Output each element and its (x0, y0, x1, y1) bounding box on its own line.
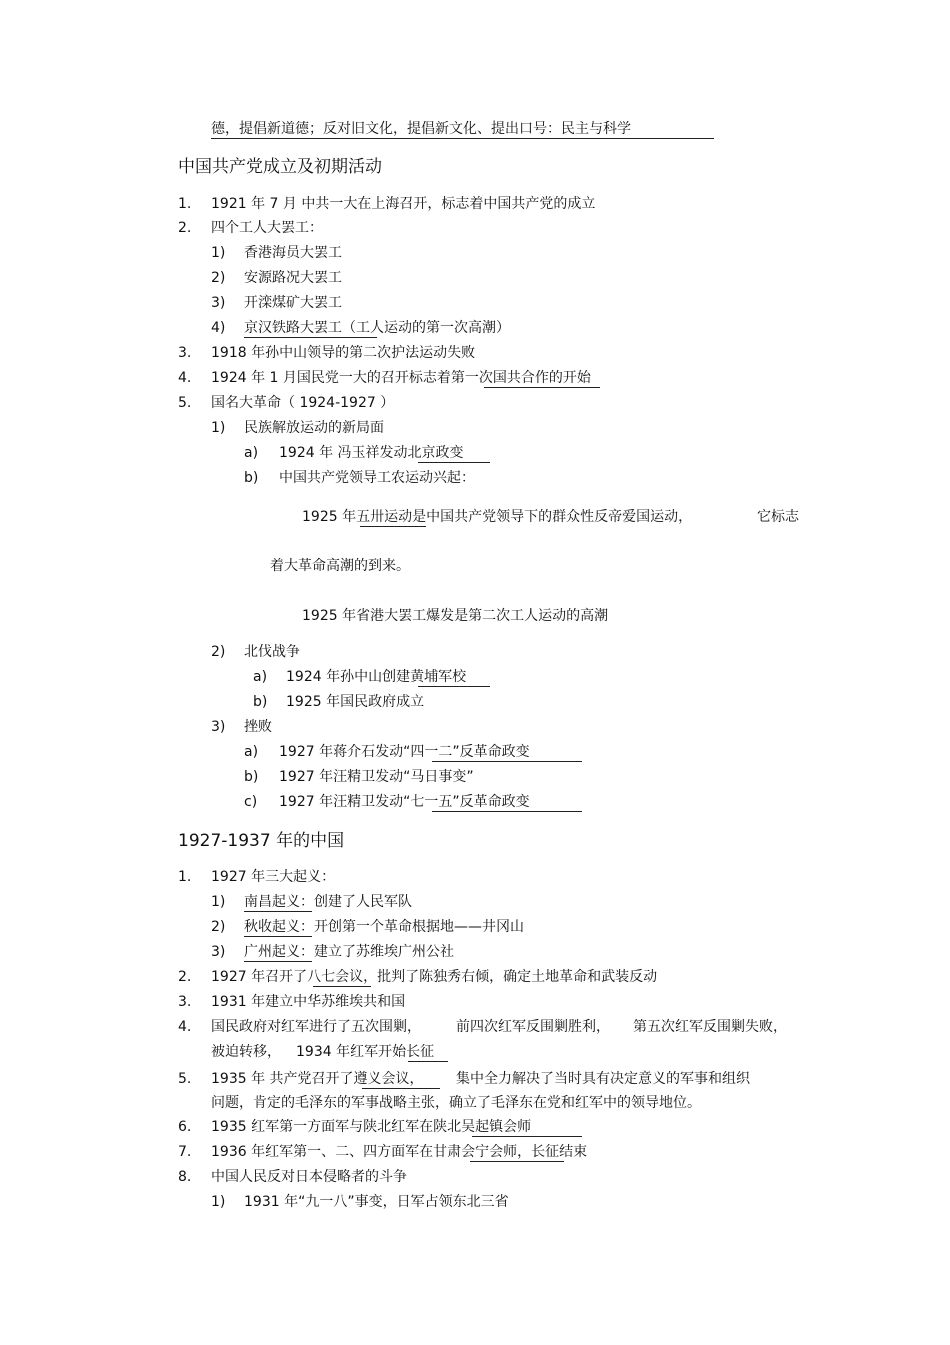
list-item: 1935 红军第一方面军与陕北红军在陕北吴起镇会师 (211, 1119, 532, 1135)
list-letter: b) (253, 694, 268, 710)
list-letter: b) (244, 769, 259, 785)
fill-in-underline (484, 387, 600, 388)
fill-in-underline (360, 526, 426, 527)
continued-text-line: 德，提倡新道德；反对旧文化，提倡新文化、提出口号：民主与科学 (211, 121, 631, 137)
list-item-line2: 被迫转移， (211, 1044, 281, 1060)
list-item: 挫败 (244, 719, 272, 735)
list-number: 8. (178, 1169, 192, 1185)
list-item: 1927 年汪精卫发动“七一五”反革命政变 (279, 794, 530, 810)
fill-in-underline (244, 936, 312, 937)
list-letter: c) (244, 794, 258, 810)
list-item: 1927 年三大起义： (211, 869, 336, 885)
list-item: 1927 年蒋介石发动“四一二”反革命政变 (279, 744, 530, 760)
list-number: 2) (211, 644, 226, 660)
list-item: 开滦煤矿大罢工 (244, 295, 342, 311)
list-item: 京汉铁路大罢工（工人运动的第一次高潮） (244, 320, 510, 336)
list-item-line2: 问题，肯定的毛泽东的军事战略主张，确立了毛泽东在党和红军中的领导地位。 (211, 1095, 701, 1111)
list-item: 1918 年孙中山领导的第二次护法运动失败 (211, 345, 476, 361)
list-letter: b) (244, 470, 259, 486)
list-item-line2-part: 1934 年红军开始长征 (296, 1044, 435, 1060)
list-item: 1924 年孙中山创建黄埔军校 (286, 669, 467, 685)
list-item: 广州起义：建立了苏维埃广州公社 (244, 944, 454, 960)
paragraph-canton-hk-strike: 1925 年省港大罢工爆发是第二次工人运动的高潮 (302, 608, 609, 624)
list-number: 2. (178, 220, 192, 236)
list-item: 1924 年 冯玉祥发动北京政变 (279, 445, 464, 461)
list-item: 1927 年汪精卫发动“马日事变” (279, 769, 474, 785)
list-number: 3. (178, 994, 192, 1010)
list-number: 1) (211, 420, 226, 436)
paragraph-may30: 1925 年五卅运动是中国共产党领导下的群众性反帝爱国运动， (302, 509, 693, 525)
list-number: 5. (178, 1071, 192, 1087)
list-item: 1935 年 共产党召开了遵义会议， (211, 1071, 424, 1087)
list-item: 北伐战争 (244, 644, 300, 660)
list-item: 1931 年建立中华苏维埃共和国 (211, 994, 406, 1010)
list-item: 中国共产党领导工农运动兴起： (279, 470, 475, 486)
list-number: 1) (211, 245, 226, 261)
list-item-part: 集中全力解决了当时具有决定意义的军事和组织 (456, 1071, 750, 1087)
list-number: 1. (178, 196, 192, 212)
section-heading-ccp-founding: 中国共产党成立及初期活动 (178, 157, 382, 177)
paragraph-may30-cont: 它标志 (757, 509, 799, 525)
list-item: 香港海员大罢工 (244, 245, 342, 261)
list-number: 7. (178, 1144, 192, 1160)
fill-in-underline (244, 911, 312, 912)
list-item: 中国人民反对日本侵略者的斗争 (211, 1169, 407, 1185)
list-item-part: 前四次红军反围剿胜利， (456, 1019, 610, 1035)
list-item: 1925 年国民政府成立 (286, 694, 425, 710)
fill-in-underline (408, 1061, 448, 1062)
list-item: 1936 年红军第一、二、四方面军在甘肃会宁会师，长征结束 (211, 1144, 588, 1160)
fill-in-underline (432, 811, 582, 812)
list-number: 3) (211, 719, 226, 735)
fill-in-underline (418, 686, 490, 687)
list-item: 1931 年“九一八”事变，日军占领东北三省 (244, 1194, 509, 1210)
list-number: 3. (178, 345, 192, 361)
fill-in-underline (418, 462, 490, 463)
section-heading-1927-1937: 1927-1937 年的中国 (178, 831, 345, 851)
list-item: 1927 年召开了八七会议，批判了陈独秀右倾，确定土地革命和武装反动 (211, 969, 658, 985)
list-number: 2) (211, 270, 226, 286)
fill-in-underline (313, 986, 371, 987)
list-number: 3) (211, 295, 226, 311)
list-item: 安源路况大罢工 (244, 270, 342, 286)
fill-in-underline (244, 337, 377, 338)
list-number: 1) (211, 1194, 226, 1210)
list-number: 2) (211, 919, 226, 935)
fill-in-underline (432, 761, 582, 762)
list-number: 6. (178, 1119, 192, 1135)
list-item: 四个工人大罢工： (211, 220, 323, 236)
list-item: 国名大革命（ 1924-1927 ） (211, 395, 395, 411)
list-item: 民族解放运动的新局面 (244, 420, 384, 436)
list-letter: a) (253, 669, 268, 685)
list-number: 1) (211, 894, 226, 910)
fill-in-underline (472, 1136, 582, 1137)
list-number: 2. (178, 969, 192, 985)
list-number: 5. (178, 395, 192, 411)
list-number: 4. (178, 1019, 192, 1035)
list-item: 国民政府对红军进行了五次围剿， (211, 1019, 421, 1035)
list-item: 1924 年 1 月国民党一大的召开标志着第一次国共合作的开始 (211, 370, 591, 386)
list-number: 3) (211, 944, 226, 960)
fill-in-underline (470, 1161, 564, 1162)
list-letter: a) (244, 445, 259, 461)
list-number: 4. (178, 370, 192, 386)
list-item: 南昌起义：创建了人民军队 (244, 894, 412, 910)
paragraph-may30-line2: 着大革命高潮的到来。 (270, 558, 410, 574)
fill-in-underline (362, 1088, 440, 1089)
list-item: 1921 年 7 月 中共一大在上海召开，标志着中国共产党的成立 (211, 196, 596, 212)
list-number: 4) (211, 320, 226, 336)
list-letter: a) (244, 744, 259, 760)
fill-in-underline (244, 961, 312, 962)
list-item-part: 第五次红军反围剿失败， (633, 1019, 787, 1035)
list-number: 1. (178, 869, 192, 885)
fill-in-underline (211, 138, 714, 139)
list-item: 秋收起义：开创第一个革命根据地——井冈山 (244, 919, 524, 935)
